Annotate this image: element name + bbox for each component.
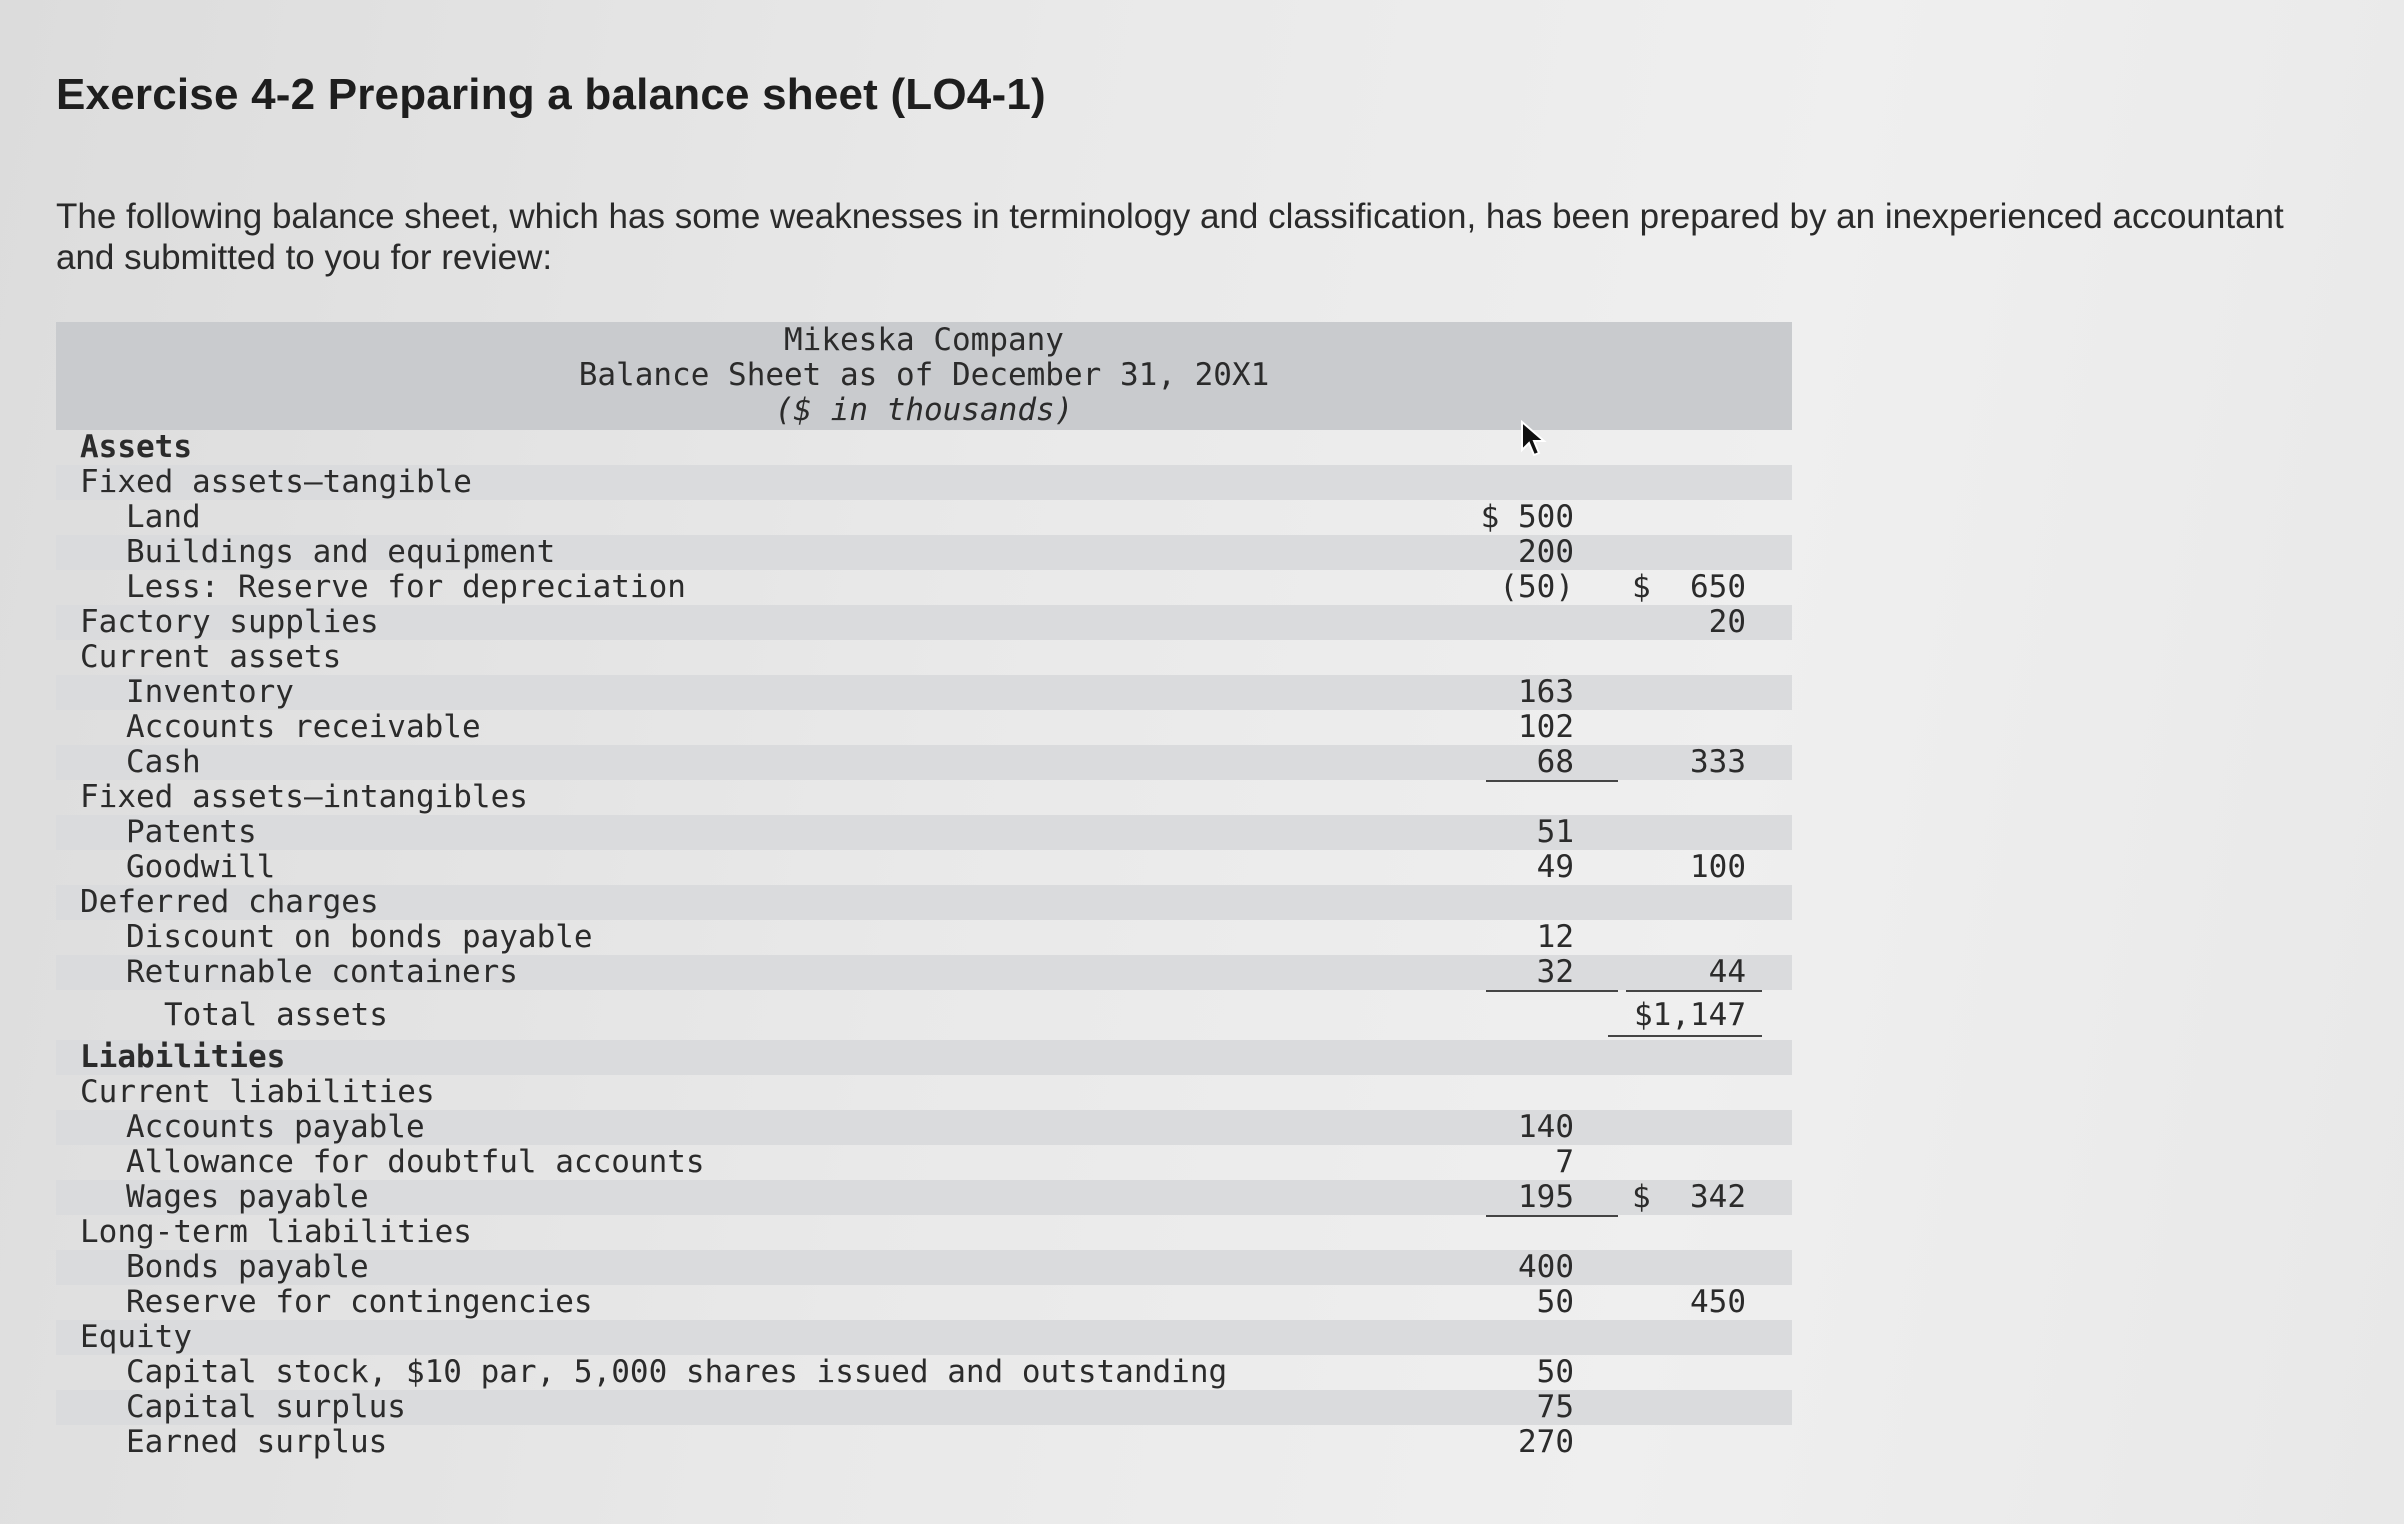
row-amount-detail: $ 500 bbox=[1480, 499, 1574, 535]
balance-sheet-row bbox=[56, 465, 1792, 500]
balance-sheet-row bbox=[56, 1390, 1792, 1425]
balance-sheet-row bbox=[56, 1040, 1792, 1075]
balance-sheet-row bbox=[56, 1180, 1792, 1215]
row-amount-detail: 195 bbox=[1518, 1179, 1574, 1215]
balance-sheet-row bbox=[56, 745, 1792, 780]
row-label: Liabilities bbox=[80, 1039, 286, 1075]
mouse-pointer-icon bbox=[1520, 420, 1548, 460]
row-label: Discount on bonds payable bbox=[126, 919, 593, 955]
row-amount-total: 20 bbox=[1708, 604, 1746, 640]
row-amount-detail: (50) bbox=[1499, 569, 1574, 605]
row-dollar-sign: $ bbox=[1632, 569, 1651, 605]
row-label: Long-term liabilities bbox=[80, 1214, 472, 1250]
row-label: Wages payable bbox=[126, 1179, 369, 1215]
balance-sheet-row bbox=[56, 570, 1792, 605]
subtotal-underline bbox=[1486, 990, 1618, 992]
row-amount-detail: 7 bbox=[1555, 1144, 1574, 1180]
row-amount-detail: 400 bbox=[1518, 1249, 1574, 1285]
balance-sheet-row bbox=[56, 710, 1792, 745]
row-label: Equity bbox=[80, 1319, 192, 1355]
row-amount-total: 342 bbox=[1690, 1179, 1746, 1215]
balance-sheet-row bbox=[56, 1425, 1792, 1460]
row-label: Less: Reserve for depreciation bbox=[126, 569, 686, 605]
row-amount-detail: 75 bbox=[1536, 1389, 1574, 1425]
row-amount-detail: 68 bbox=[1536, 744, 1574, 780]
units-note: ($ in thousands) bbox=[774, 392, 1074, 428]
row-amount-detail: 51 bbox=[1536, 814, 1574, 850]
row-label: Capital surplus bbox=[126, 1389, 406, 1425]
row-label: Accounts payable bbox=[126, 1109, 425, 1145]
grand-total-underline bbox=[1608, 1035, 1762, 1037]
row-amount-detail: 270 bbox=[1518, 1424, 1574, 1460]
row-label: Earned surplus bbox=[126, 1424, 388, 1460]
row-label: Current liabilities bbox=[80, 1074, 435, 1110]
row-label: Allowance for doubtful accounts bbox=[126, 1144, 705, 1180]
row-label: Reserve for contingencies bbox=[126, 1284, 593, 1320]
row-label: Fixed assets—tangible bbox=[80, 464, 472, 500]
row-label: Factory supplies bbox=[80, 604, 379, 640]
balance-sheet-row bbox=[56, 885, 1792, 920]
row-label: Inventory bbox=[126, 674, 294, 710]
row-amount-detail: 49 bbox=[1536, 849, 1574, 885]
balance-sheet-row bbox=[56, 780, 1792, 815]
balance-sheet-row bbox=[56, 1250, 1792, 1285]
balance-sheet bbox=[56, 322, 1792, 1484]
sheet-heading: Balance Sheet as of December 31, 20X1 bbox=[578, 357, 1270, 393]
balance-sheet-row bbox=[56, 640, 1792, 675]
row-amount-detail: 50 bbox=[1536, 1284, 1574, 1320]
row-amount-detail: 102 bbox=[1518, 709, 1574, 745]
balance-sheet-row bbox=[56, 1075, 1792, 1110]
total-underline bbox=[1626, 990, 1762, 992]
row-amount-total: $1,147 bbox=[1634, 997, 1746, 1033]
balance-sheet-row bbox=[56, 1285, 1792, 1320]
row-label: Total assets bbox=[164, 997, 388, 1033]
row-amount-detail: 200 bbox=[1518, 534, 1574, 570]
row-label: Assets bbox=[80, 429, 192, 465]
balance-sheet-row bbox=[56, 1320, 1792, 1355]
balance-sheet-row bbox=[56, 920, 1792, 955]
balance-sheet-row bbox=[56, 1145, 1792, 1180]
row-label: Buildings and equipment bbox=[126, 534, 556, 570]
row-label: Deferred charges bbox=[80, 884, 379, 920]
row-amount-total: 333 bbox=[1690, 744, 1746, 780]
balance-sheet-row bbox=[56, 998, 1792, 1033]
row-amount-total: 100 bbox=[1690, 849, 1746, 885]
balance-sheet-row bbox=[56, 1355, 1792, 1390]
row-label: Land bbox=[126, 499, 201, 535]
row-label: Capital stock, $10 par, 5,000 shares issued and outstanding bbox=[126, 1354, 1228, 1390]
balance-sheet-row bbox=[56, 535, 1792, 570]
row-amount-detail: 50 bbox=[1536, 1354, 1574, 1390]
balance-sheet-header bbox=[56, 322, 1792, 430]
row-amount-detail: 140 bbox=[1518, 1109, 1574, 1145]
row-amount-detail: 32 bbox=[1536, 954, 1574, 990]
row-amount-detail: 163 bbox=[1518, 674, 1574, 710]
balance-sheet-row bbox=[56, 955, 1792, 990]
row-label: Current assets bbox=[80, 639, 342, 675]
intro-paragraph: The following balance sheet, which has some weaknesses in terminology and classification, has been prepared by an inexperienced accountant and submitted to you for review: bbox=[56, 197, 2284, 277]
row-label: Fixed assets—intangibles bbox=[80, 779, 528, 815]
row-label: Patents bbox=[126, 814, 257, 850]
balance-sheet-row bbox=[56, 1215, 1792, 1250]
row-label: Returnable containers bbox=[126, 954, 518, 990]
balance-sheet-row bbox=[56, 815, 1792, 850]
company-name: Mikeska Company bbox=[784, 322, 1064, 358]
row-amount-total: 44 bbox=[1708, 954, 1746, 990]
row-amount-total: 650 bbox=[1690, 569, 1746, 605]
row-label: Goodwill bbox=[126, 849, 276, 885]
balance-sheet-row bbox=[56, 850, 1792, 885]
row-amount-detail: 12 bbox=[1536, 919, 1574, 955]
balance-sheet-row bbox=[56, 605, 1792, 640]
balance-sheet-row bbox=[56, 500, 1792, 535]
row-dollar-sign: $ bbox=[1632, 1179, 1651, 1215]
row-label: Bonds payable bbox=[126, 1249, 369, 1285]
exercise-title: Exercise 4-2 Preparing a balance sheet (LO4-1) bbox=[56, 70, 1046, 119]
balance-sheet-row bbox=[56, 675, 1792, 710]
row-label: Accounts receivable bbox=[126, 709, 481, 745]
row-label: Cash bbox=[126, 744, 201, 780]
row-amount-total: 450 bbox=[1690, 1284, 1746, 1320]
balance-sheet-row bbox=[56, 1110, 1792, 1145]
